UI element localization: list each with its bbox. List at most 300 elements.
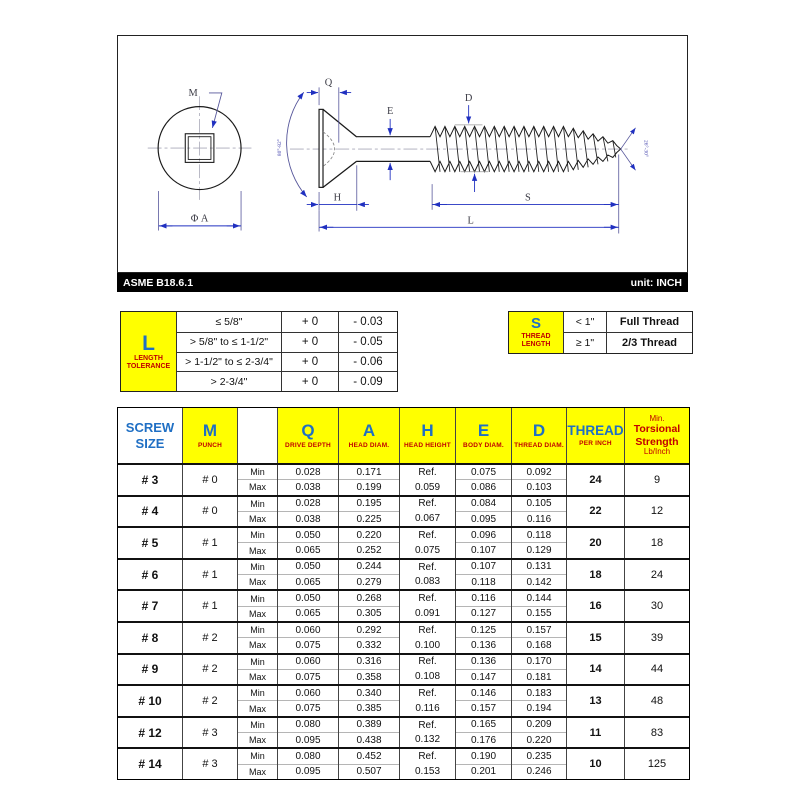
a-min-value: 0.292 [339,623,399,638]
a-max-value: 0.385 [356,703,382,715]
lt-range: ≤ 5/8" [176,312,281,332]
header-screw-size [118,408,182,463]
e-max-value: 0.157 [470,703,497,715]
h-value: 0.059 [414,481,441,493]
punch-cell: # 2 [182,655,237,685]
punch-cell: # 2 [182,686,237,716]
h-ref-label: Ref. [418,498,437,510]
e-max-value: 0.118 [471,576,496,588]
a-max-value: 0.305 [356,608,382,620]
d-max-value: 0.220 [526,734,552,746]
standard-bar [117,273,688,292]
lt-minus: - 0.03 [338,312,397,332]
screw-size-cell: # 10 [138,693,162,708]
minmax-column [237,560,277,590]
d-max-value: 0.155 [526,608,552,620]
h-value: 0.153 [414,766,441,778]
head-diam-column [338,749,399,779]
e-max-value: 0.176 [470,734,497,746]
screw-spec-table [117,407,690,780]
q-min-value: 0.028 [278,465,338,480]
thread-per-inch-cell: 13 [566,686,624,716]
head-height-column [399,591,455,621]
punch-cell: # 1 [182,560,237,590]
head-height-column [399,749,455,779]
screw-size-cell: # 7 [141,599,159,614]
header-d-letter: D [532,421,546,440]
body-diam-column [455,749,511,779]
e-max-value: 0.127 [470,608,497,620]
body-diam-column [455,591,511,621]
d-max-value: 0.142 [526,576,552,588]
e-max-value: 0.147 [470,671,497,683]
minmax-column [237,623,277,653]
thread-diam-column [511,686,566,716]
thread-length-symbol: S [530,315,541,333]
screw-side-view [276,77,649,233]
header-a-caption: HEAD DIAM. [348,442,390,449]
body-diam-column [455,528,511,558]
spec-row-group [118,621,689,653]
header-d-caption: THREAD DIAM. [514,442,564,449]
body-diam-column [455,623,511,653]
minmax-column [237,655,277,685]
screw-size-cell: # 5 [141,535,159,550]
drive-depth-column [277,749,338,779]
minmax-column [237,528,277,558]
head-diam-column [338,591,399,621]
dimension-q [307,77,351,142]
a-max-value: 0.279 [356,576,382,588]
q-max-value: 0.075 [295,639,321,651]
a-max-value: 0.252 [356,545,382,557]
spec-row-group [118,653,689,685]
thread-per-inch-cell: 20 [566,528,624,558]
e-min-value: 0.084 [456,497,511,512]
max-label: Max [248,577,266,588]
e-max-value: 0.107 [470,545,497,557]
head-diam-column [338,655,399,685]
drive-depth-column [277,591,338,621]
spec-table-body [118,465,689,779]
head-angle-label: 80°-82° [277,139,284,157]
drive-depth-column [277,623,338,653]
thread-per-inch-cell: 18 [566,560,624,590]
lt-minus: - 0.06 [338,352,397,372]
torsional-strength-cell: 83 [624,718,689,748]
header-q-caption: DRIVE DEPTH [285,442,331,449]
spec-row-group [118,558,689,590]
torsional-strength-cell: 125 [624,749,689,779]
header-minmax [237,408,277,463]
min-label: Min [238,528,277,543]
d-max-value: 0.103 [526,481,552,493]
tl-range: < 1" [563,312,606,332]
h-ref-label: Ref. [418,688,437,700]
body-diam-column [455,560,511,590]
drawing-frame [117,35,688,273]
tl-value: 2/3 Thread [606,332,692,352]
head-diam-column [338,718,399,748]
lt-plus: + 0 [281,312,338,332]
d-min-value: 0.157 [512,623,566,638]
q-min-value: 0.060 [278,655,338,670]
header-torsion-word2: Strength [635,435,679,448]
dimension-l [319,211,619,232]
q-min-value: 0.050 [278,528,338,543]
max-label: Max [248,545,266,556]
spec-row-group [118,589,689,621]
drive-depth-column [277,528,338,558]
h-ref-label: Ref. [418,751,437,763]
head-diam-column [338,623,399,653]
punch-cell: # 3 [182,718,237,748]
thread-per-inch-cell: 15 [566,623,624,653]
body-diam-column [455,718,511,748]
a-max-value: 0.438 [356,734,382,746]
thread-diam-column [511,655,566,685]
head-height-column [399,623,455,653]
h-value: 0.083 [414,576,441,588]
minmax-column [237,465,277,495]
q-min-value: 0.050 [278,560,338,575]
h-ref-label: Ref. [418,593,437,605]
header-thread [566,408,624,463]
e-max-value: 0.095 [470,513,497,525]
dim-label-h: H [333,192,342,204]
header-thread-label: THREAD [567,422,624,438]
q-max-value: 0.065 [295,545,321,557]
thread-per-inch-cell: 10 [566,749,624,779]
lt-minus: - 0.05 [338,332,397,352]
min-label: Min [238,655,277,670]
header-d [511,408,566,463]
h-value: 0.116 [415,702,440,714]
min-label: Min [238,465,277,480]
min-label: Min [238,497,277,512]
punch-cell: # 2 [182,623,237,653]
header-thread-caption: PER INCH [579,440,612,448]
head-height-column [399,686,455,716]
e-max-value: 0.136 [470,639,497,651]
lt-range: > 2-3/4" [176,371,281,391]
body-diam-column [455,686,511,716]
e-max-value: 0.086 [470,481,497,493]
min-label: Min [238,718,277,733]
d-min-value: 0.170 [512,655,566,670]
header-a [338,408,399,463]
head-face [319,109,323,187]
h-ref-label: Ref. [418,656,437,668]
screw-size-cell: # 12 [138,725,162,740]
thread-per-inch-cell: 22 [566,497,624,527]
torsional-strength-cell: 30 [624,591,689,621]
header-q [277,408,338,463]
lt-minus: - 0.09 [338,371,397,391]
e-min-value: 0.136 [456,655,511,670]
q-max-value: 0.075 [295,703,321,715]
h-value: 0.075 [414,544,441,556]
q-min-value: 0.060 [278,623,338,638]
drive-depth-column [277,497,338,527]
punch-cell: # 0 [182,465,237,495]
e-min-value: 0.165 [456,718,511,733]
torsional-strength-cell: 44 [624,655,689,685]
length-tolerance-header [121,312,176,391]
max-label: Max [248,672,266,682]
header-q-letter: Q [301,421,315,440]
tl-value: Full Thread [606,312,692,332]
screw-size-cell: # 8 [141,630,159,645]
a-max-value: 0.507 [356,766,382,778]
q-max-value: 0.038 [295,481,321,493]
body-diam-column [455,655,511,685]
dimension-d [455,93,489,192]
h-ref-label: Ref. [418,466,437,478]
e-min-value: 0.096 [456,528,511,543]
minmax-column [237,497,277,527]
thread-per-inch-cell: 24 [566,465,624,495]
a-min-value: 0.220 [339,528,399,543]
torsional-strength-cell: 24 [624,560,689,590]
thread-diam-column [511,749,566,779]
spec-row-group [118,747,689,779]
d-max-value: 0.168 [526,639,552,651]
d-max-value: 0.194 [526,703,552,715]
thread-per-inch-cell: 14 [566,655,624,685]
screw-size-cell: # 14 [138,757,162,772]
min-label: Min [238,623,277,638]
thread-length-header [509,312,563,353]
torsional-strength-cell: 9 [624,465,689,495]
max-label: Max [248,703,266,714]
header-e [455,408,511,463]
thread-length-table [508,311,693,354]
screw-size-cell: # 6 [141,567,159,582]
dimension-h [307,165,369,210]
drive-depth-column [277,560,338,590]
spec-row-group [118,465,689,495]
header-h-letter: H [421,421,434,440]
q-max-value: 0.095 [295,766,321,778]
torsional-strength-cell: 48 [624,686,689,716]
a-max-value: 0.199 [356,481,382,493]
screw-size-cell: # 9 [141,662,159,677]
dim-label-m: M [188,88,198,100]
q-max-value: 0.095 [295,734,321,746]
drive-depth-column [277,718,338,748]
thread-diam-column [511,497,566,527]
spec-table-header [118,408,689,465]
a-min-value: 0.340 [339,686,399,701]
body-diam-column [455,497,511,527]
minmax-column [237,686,277,716]
header-screw-size-label: SCREW SIZE [125,419,175,451]
head-diam-column [338,528,399,558]
unit-label: unit: INCH [630,276,682,289]
dim-label-l: L [467,215,474,227]
header-m-letter: M [202,421,218,440]
spec-row-group [118,684,689,716]
d-min-value: 0.209 [512,718,566,733]
standard-name: ASME B18.6.1 [123,276,194,289]
h-ref-label: Ref. [418,530,437,542]
lt-plus: + 0 [281,352,338,372]
d-max-value: 0.116 [526,513,552,525]
e-min-value: 0.116 [456,591,511,606]
d-min-value: 0.144 [512,591,566,606]
h-value: 0.067 [414,513,441,525]
torsional-strength-cell: 12 [624,497,689,527]
length-symbol: L [142,332,155,356]
minmax-column [237,749,277,779]
spec-row-group [118,716,689,748]
h-value: 0.132 [414,734,441,746]
e-min-value: 0.107 [456,560,511,575]
head-angle-callout [276,92,307,197]
min-label: Min [238,686,277,701]
header-m-caption: PUNCH [197,442,223,449]
thread-diam-column [511,623,566,653]
thread-per-inch-cell: 11 [566,718,624,748]
max-label: Max [248,608,266,619]
h-ref-label: Ref. [418,561,437,573]
head-height-column [399,465,455,495]
header-torsional [624,408,689,463]
lt-range: > 5/8" to ≤ 1-1/2" [176,332,281,352]
header-torsion-unit: Lb/Inch [643,446,671,456]
thread-diam-column [511,591,566,621]
e-max-value: 0.201 [470,766,497,778]
thread-diam-column [511,465,566,495]
thread-length-caption-1: THREAD [521,332,551,340]
length-caption-2: TOLERANCE [126,363,171,371]
thread-per-inch-cell: 16 [566,591,624,621]
dim-label-q: Q [324,77,333,89]
dim-label-phi-a: Φ A [190,213,209,225]
lt-plus: + 0 [281,332,338,352]
max-label: Max [248,766,266,777]
torsional-strength-cell: 39 [624,623,689,653]
punch-cell: # 1 [182,591,237,621]
punch-cell: # 0 [182,497,237,527]
thread-diam-column [511,528,566,558]
minmax-column [237,591,277,621]
technical-drawing [118,36,686,271]
head-height-column [399,718,455,748]
length-caption-1: LENGTH [134,355,163,363]
head-diam-column [338,560,399,590]
header-a-letter: A [362,421,376,440]
minmax-column [237,718,277,748]
header-m-punch [182,408,237,463]
head-cone [323,109,357,187]
h-value: 0.091 [414,608,441,620]
e-min-value: 0.146 [456,686,511,701]
lt-range: > 1-1/2" to ≤ 2-3/4" [176,352,281,372]
h-value: 0.100 [414,639,441,651]
min-label: Min [238,591,277,606]
q-min-value: 0.080 [278,718,338,733]
h-ref-label: Ref. [418,624,437,636]
h-ref-label: Ref. [418,719,437,731]
head-height-column [399,528,455,558]
thread-diam-column [511,560,566,590]
head-height-column [399,655,455,685]
head-diam-column [338,465,399,495]
lt-plus: + 0 [281,371,338,391]
d-min-value: 0.183 [512,686,566,701]
head-height-column [399,560,455,590]
spec-row-group [118,526,689,558]
a-max-value: 0.225 [356,513,382,525]
punch-cell: # 3 [182,749,237,779]
max-label: Max [248,514,266,525]
drive-depth-column [277,655,338,685]
header-h-caption: HEAD HEIGHT [404,442,451,449]
a-min-value: 0.268 [339,591,399,606]
head-diam-column [338,686,399,716]
q-max-value: 0.065 [295,608,321,620]
header-torsion-word1: Torsional [633,423,681,436]
torsional-strength-cell: 18 [624,528,689,558]
a-min-value: 0.389 [339,718,399,733]
dim-label-s: S [525,192,531,204]
header-e-caption: BODY DIAM. [463,442,504,449]
max-label: Max [248,735,266,746]
body-diam-column [455,465,511,495]
screw-size-cell: # 3 [141,472,159,487]
dim-label-e: E [386,106,394,118]
d-min-value: 0.118 [512,528,566,543]
d-max-value: 0.246 [526,766,552,778]
header-torsion-min: Min. [649,413,665,423]
d-max-value: 0.129 [526,545,552,557]
max-label: Max [248,640,266,651]
head-diam-column [338,497,399,527]
q-max-value: 0.038 [295,513,321,525]
a-max-value: 0.358 [356,671,382,683]
e-min-value: 0.075 [456,465,511,480]
spec-row-group [118,495,689,527]
header-e-letter: E [477,421,490,440]
e-min-value: 0.190 [456,749,511,764]
max-label: Max [248,482,266,493]
q-max-value: 0.065 [295,576,321,588]
thread-length-caption-2: LENGTH [521,340,551,348]
point-angle-label: 26°-30° [642,140,649,158]
q-min-value: 0.080 [278,749,338,764]
q-min-value: 0.050 [278,591,338,606]
punch-cell: # 1 [182,528,237,558]
e-min-value: 0.125 [456,623,511,638]
d-min-value: 0.092 [512,465,566,480]
min-label: Min [238,749,277,764]
min-label: Min [238,560,277,575]
a-min-value: 0.452 [339,749,399,764]
dim-label-d: D [464,93,473,105]
screw-size-cell: # 4 [141,504,159,519]
head-height-column [399,497,455,527]
length-tolerance-table [120,311,398,392]
drive-depth-column [277,686,338,716]
q-max-value: 0.075 [295,671,321,683]
q-min-value: 0.028 [278,497,338,512]
thread-diam-column [511,718,566,748]
screw-front-view [148,88,252,230]
drive-depth-column [277,465,338,495]
d-min-value: 0.131 [512,560,566,575]
